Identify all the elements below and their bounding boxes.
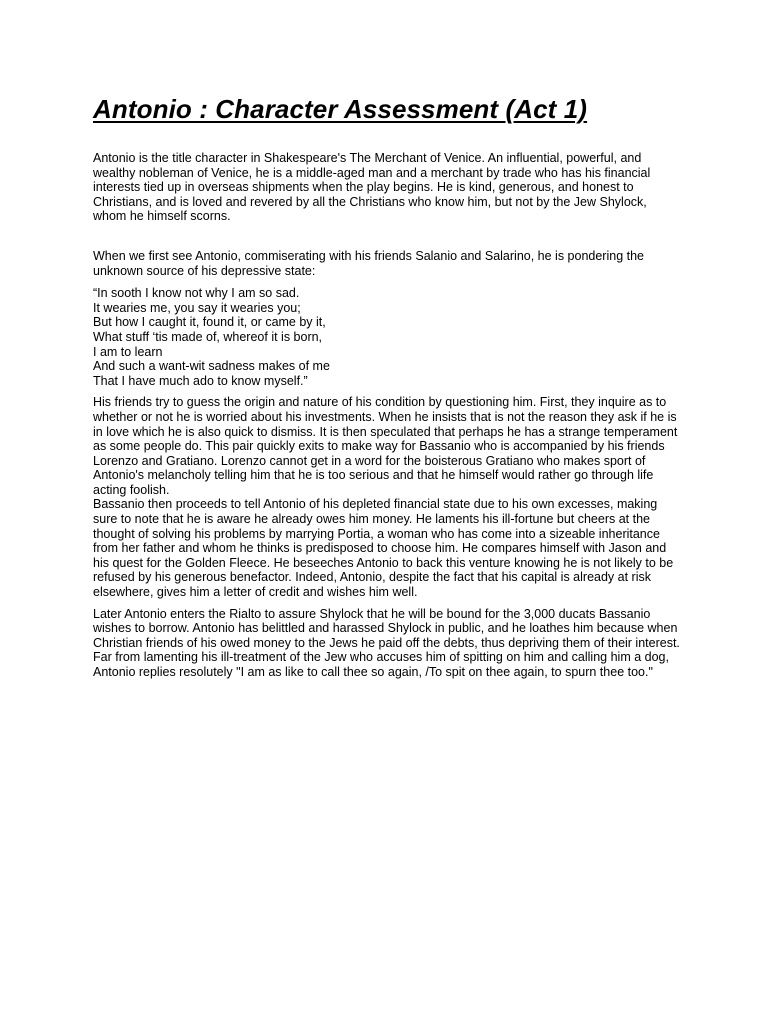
quote-line: But how I caught it, found it, or came by it, <box>93 315 326 330</box>
first-appearance-paragraph: When we first see Antonio, commiserating with his friends Salanio and Salarino, he is pondering the unknown source of his depressive state: <box>93 248 644 278</box>
intro-paragraph: Antonio is the title character in Shakespeare's The Merchant of Venice. An influential, powerful, and wealthy nobleman of Venice, he is a middle-aged man and a merchant by trade who has his financial interests tied up in overseas shipments when the play begins. He is kind, generous, and honest to Christians, and is loved and revered by all the Christians who know him, but not by the Jew Shylock, whom he himself scorns. <box>93 151 651 224</box>
quote-line: I am to learn <box>93 344 163 359</box>
document-page <box>93 92 683 680</box>
quote-line: It wearies me, you say it wearies you; <box>93 300 301 315</box>
quote-line: “In sooth I know not why I am so sad. <box>93 286 300 301</box>
rialto-paragraph: Later Antonio enters the Rialto to assure Shylock that he will be bound for the 3,000 ducats Bassanio wishes to borrow. Antonio has belittled and harassed Shylock in public, and he loathes him because when Christian friends of his owed money to the Jews he paid off the debts, thus depriving them of their interest. Far from lamenting his ill-treatment of the Jew who accuses him of spitting on him and calling him a dog, Antonio replies resolutely "I am as like to call thee so again, /To spit on thee again, to spurn thee too." <box>93 606 680 679</box>
quote-line: What stuff ‘tis made of, whereof it is born, <box>93 329 323 344</box>
document-title: Antonio : Character Assessment (Act 1) <box>93 94 588 124</box>
quote-line: That I have much ado to know myself.” <box>93 373 308 388</box>
quote-line: And such a want-wit sadness makes of me <box>93 359 330 374</box>
bassanio-paragraph: Bassanio then proceeds to tell Antonio of his depleted financial state due to his own excesses, making sure to note that he is aware he already owes him money. He laments his ill-fortune but cheers at the thought of solving his problems by marrying Portia, a woman who has come into a sizeable inheritance from her father and whom he thinks is predisposed to choose him. He compares himself with Jason and his quest for the Golden Fleece. He beseeches Antonio to back this venture knowing he is not likely to be refused by his generous benefactor. Indeed, Antonio, despite the fact that his capital is already at risk elsewhere, gives him a letter of credit and wishes him well. <box>93 497 674 600</box>
antonio-quote <box>93 286 683 388</box>
friends-paragraph: His friends try to guess the origin and nature of his condition by questioning him. First, they inquire as to whether or not he is worried about his investments. When he insists that is not the reason they ask if he is in love which he is also quick to dismiss. It is then speculated that perhaps he has a strange temperament as some people do. This pair quickly exits to make way for Bassanio who is accompanied by his friends Lorenzo and Gratiano. Lorenzo cannot get in a word for the boisterous Gratiano who makes sport of Antonio's melancholy telling him that he is too serious and that he himself would rather go through life acting foolish. <box>93 395 678 497</box>
